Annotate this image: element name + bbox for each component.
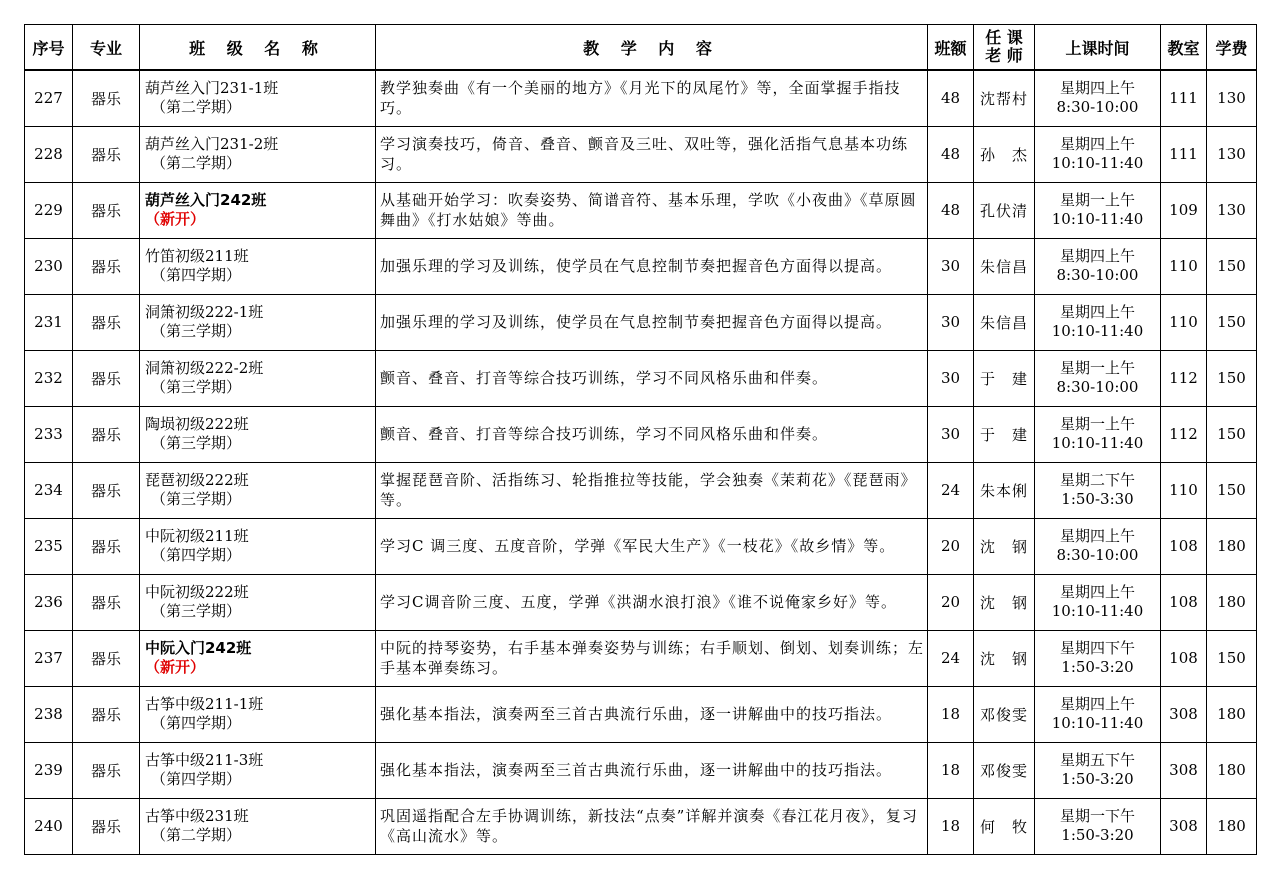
cell-fee: 180	[1207, 798, 1257, 854]
cell-time	[1035, 462, 1161, 518]
class-term: （第三学期）	[151, 434, 242, 452]
cell-teacher: 朱信昌	[974, 294, 1035, 350]
class-hours: 1:50-3:20	[1061, 770, 1134, 788]
cell-capacity: 30	[928, 350, 974, 406]
table-row	[25, 406, 1257, 462]
cell-seq: 227	[25, 70, 73, 126]
class-term: （第二学期）	[151, 826, 242, 844]
cell-teacher: 沈 钢	[974, 518, 1035, 574]
cell-capacity: 20	[928, 518, 974, 574]
class-hours: 10:10-11:40	[1051, 714, 1144, 732]
cell-room: 111	[1161, 70, 1207, 126]
cell-seq: 234	[25, 462, 73, 518]
cell-teacher: 邓俊雯	[974, 742, 1035, 798]
class-day: 星期一上午	[1059, 415, 1135, 433]
cell-fee: 130	[1207, 70, 1257, 126]
cell-seq: 236	[25, 574, 73, 630]
class-term: （第四学期）	[151, 714, 242, 732]
class-hours: 8:30-10:00	[1056, 378, 1139, 396]
class-term: （第二学期）	[151, 98, 242, 117]
cell-capacity: 48	[928, 182, 974, 238]
cell-teacher: 沈 钢	[974, 574, 1035, 630]
class-name: 陶埙初级222班	[145, 415, 249, 433]
cell-seq: 233	[25, 406, 73, 462]
cell-content: 学习演奏技巧，倚音、叠音、颤音及三吐、双吐等，强化活指气息基本功练习。	[376, 126, 928, 182]
cell-class-name	[140, 574, 376, 630]
class-hours: 10:10-11:40	[1051, 434, 1144, 452]
cell-content: 加强乐理的学习及训练，使学员在气息控制节奏把握音色方面得以提高。	[376, 294, 928, 350]
cell-room: 110	[1161, 238, 1207, 294]
class-name: 竹笛初级211班	[145, 247, 249, 265]
cell-teacher: 何 牧	[974, 798, 1035, 854]
table-row	[25, 798, 1257, 854]
cell-major: 器乐	[73, 518, 140, 574]
cell-fee: 150	[1207, 630, 1257, 686]
header-capacity: 班额	[928, 25, 974, 71]
cell-major: 器乐	[73, 462, 140, 518]
cell-time	[1035, 518, 1161, 574]
class-day: 星期四下午	[1059, 639, 1135, 657]
cell-time	[1035, 630, 1161, 686]
cell-major: 器乐	[73, 350, 140, 406]
class-day: 星期四上午	[1059, 527, 1135, 545]
class-name: 古筝中级211-3班	[145, 751, 264, 769]
cell-seq: 240	[25, 798, 73, 854]
class-day: 星期二下午	[1059, 471, 1135, 489]
cell-time	[1035, 350, 1161, 406]
cell-content: 颤音、叠音、打音等综合技巧训练，学习不同风格乐曲和伴奏。	[376, 406, 928, 462]
table-row	[25, 126, 1257, 182]
cell-major: 器乐	[73, 742, 140, 798]
cell-capacity: 24	[928, 462, 974, 518]
cell-room: 110	[1161, 462, 1207, 518]
cell-time	[1035, 238, 1161, 294]
cell-room: 112	[1161, 406, 1207, 462]
cell-class-name	[140, 126, 376, 182]
cell-content: 中阮的持琴姿势，右手基本弹奏姿势与训练；右手顺划、倒划、划奏训练；左手基本弹奏练习。	[376, 630, 928, 686]
class-hours: 1:50-3:20	[1061, 826, 1134, 844]
cell-major: 器乐	[73, 70, 140, 126]
cell-capacity: 48	[928, 126, 974, 182]
cell-fee: 150	[1207, 294, 1257, 350]
class-hours: 8:30-10:00	[1056, 266, 1139, 284]
class-name: 葫芦丝入门231-2班	[145, 135, 279, 153]
cell-class-name	[140, 518, 376, 574]
class-name: 洞箫初级222-1班	[145, 303, 264, 321]
class-name: 古筝中级211-1班	[145, 695, 264, 713]
table-body	[25, 70, 1257, 854]
new-class-badge: （新开）	[145, 210, 206, 228]
cell-seq: 231	[25, 294, 73, 350]
class-term: （第二学期）	[151, 154, 242, 172]
class-term: （第四学期）	[151, 266, 242, 284]
cell-time	[1035, 126, 1161, 182]
cell-capacity: 18	[928, 742, 974, 798]
header-teacher	[974, 25, 1035, 71]
cell-seq: 238	[25, 686, 73, 742]
new-class-badge: （新开）	[145, 658, 206, 676]
class-hours: 1:50-3:30	[1061, 490, 1134, 508]
class-term: （第四学期）	[151, 546, 242, 564]
cell-class-name	[140, 798, 376, 854]
header-teacher-text	[985, 29, 1023, 65]
cell-fee: 150	[1207, 406, 1257, 462]
table-row	[25, 686, 1257, 742]
header-class-name-text: 班 级 名 称	[189, 38, 326, 58]
cell-content: 学习C 调三度、五度音阶，学弹《军民大生产》《一枝花》《故乡情》等。	[376, 518, 928, 574]
class-hours: 10:10-11:40	[1051, 210, 1144, 228]
cell-major: 器乐	[73, 798, 140, 854]
cell-time	[1035, 70, 1161, 126]
cell-content: 教学独奏曲《有一个美丽的地方》《月光下的凤尾竹》等，全面掌握手指技巧。	[376, 70, 928, 126]
header-teacher-line2: 老 师	[985, 46, 1023, 65]
header-major: 专业	[73, 25, 140, 71]
header-time: 上课时间	[1035, 25, 1161, 71]
cell-seq: 237	[25, 630, 73, 686]
header-class-name	[140, 25, 376, 71]
class-hours: 10:10-11:40	[1051, 322, 1144, 340]
table-row	[25, 294, 1257, 350]
header-fee: 学费	[1207, 25, 1257, 71]
cell-room: 111	[1161, 126, 1207, 182]
cell-capacity: 24	[928, 630, 974, 686]
class-day: 星期四上午	[1059, 247, 1135, 265]
cell-fee: 150	[1207, 462, 1257, 518]
cell-content: 颤音、叠音、打音等综合技巧训练，学习不同风格乐曲和伴奏。	[376, 350, 928, 406]
cell-class-name	[140, 406, 376, 462]
class-hours: 10:10-11:40	[1051, 154, 1144, 172]
class-term: （第四学期）	[151, 770, 242, 788]
class-hours: 10:10-11:40	[1051, 602, 1144, 620]
class-hours: 8:30-10:00	[1056, 98, 1139, 117]
cell-class-name	[140, 182, 376, 238]
table-row	[25, 70, 1257, 126]
class-term: （第三学期）	[151, 490, 242, 508]
cell-capacity: 30	[928, 238, 974, 294]
cell-class-name	[140, 686, 376, 742]
header-room: 教室	[1161, 25, 1207, 71]
cell-class-name	[140, 294, 376, 350]
cell-class-name	[140, 70, 376, 126]
cell-seq: 230	[25, 238, 73, 294]
cell-room: 108	[1161, 518, 1207, 574]
cell-time	[1035, 798, 1161, 854]
cell-room: 308	[1161, 686, 1207, 742]
class-name: 古筝中级231班	[145, 807, 249, 825]
course-schedule-page	[24, 24, 1256, 855]
cell-time	[1035, 686, 1161, 742]
cell-fee: 180	[1207, 518, 1257, 574]
cell-room: 108	[1161, 630, 1207, 686]
table-row	[25, 350, 1257, 406]
cell-content: 巩固遥指配合左手协调训练，新技法“点奏”详解并演奏《春江花月夜》，复习《高山流水》等。	[376, 798, 928, 854]
cell-capacity: 20	[928, 574, 974, 630]
cell-room: 108	[1161, 574, 1207, 630]
header-teacher-line1: 任 课	[985, 28, 1023, 47]
table-row	[25, 630, 1257, 686]
cell-teacher: 孔伏清	[974, 182, 1035, 238]
table-row	[25, 574, 1257, 630]
cell-major: 器乐	[73, 406, 140, 462]
cell-fee: 130	[1207, 126, 1257, 182]
class-name: 中阮初级222班	[145, 583, 249, 601]
class-term: （第三学期）	[151, 378, 242, 396]
cell-fee: 150	[1207, 238, 1257, 294]
header-content-text: 教 学 内 容	[583, 38, 720, 58]
class-day: 星期一上午	[1059, 191, 1135, 209]
cell-teacher: 朱信昌	[974, 238, 1035, 294]
cell-seq: 229	[25, 182, 73, 238]
cell-teacher: 于 建	[974, 406, 1035, 462]
cell-major: 器乐	[73, 126, 140, 182]
cell-content: 学习C调音阶三度、五度，学弹《洪湖水浪打浪》《谁不说俺家乡好》等。	[376, 574, 928, 630]
class-term: （第三学期）	[151, 322, 242, 340]
cell-room: 308	[1161, 742, 1207, 798]
cell-capacity: 18	[928, 798, 974, 854]
course-table	[24, 24, 1257, 855]
cell-teacher: 邓俊雯	[974, 686, 1035, 742]
cell-major: 器乐	[73, 574, 140, 630]
cell-teacher: 孙 杰	[974, 126, 1035, 182]
cell-seq: 228	[25, 126, 73, 182]
cell-time	[1035, 742, 1161, 798]
cell-teacher: 沈帮村	[974, 70, 1035, 126]
table-row	[25, 182, 1257, 238]
cell-major: 器乐	[73, 630, 140, 686]
cell-fee: 130	[1207, 182, 1257, 238]
class-name: 葫芦丝入门231-1班	[145, 79, 279, 98]
class-day: 星期四上午	[1059, 79, 1135, 98]
cell-time	[1035, 406, 1161, 462]
cell-content: 掌握琵琶音阶、活指练习、轮指推拉等技能，学会独奏《茉莉花》《琵琶雨》等。	[376, 462, 928, 518]
cell-teacher: 沈 钢	[974, 630, 1035, 686]
cell-time	[1035, 182, 1161, 238]
class-hours: 1:50-3:20	[1061, 658, 1134, 676]
cell-seq: 232	[25, 350, 73, 406]
cell-seq: 235	[25, 518, 73, 574]
cell-major: 器乐	[73, 182, 140, 238]
cell-fee: 150	[1207, 350, 1257, 406]
cell-room: 112	[1161, 350, 1207, 406]
cell-fee: 180	[1207, 686, 1257, 742]
cell-time	[1035, 294, 1161, 350]
cell-fee: 180	[1207, 742, 1257, 798]
header-content	[376, 25, 928, 71]
cell-teacher: 朱本俐	[974, 462, 1035, 518]
cell-major: 器乐	[73, 686, 140, 742]
cell-seq: 239	[25, 742, 73, 798]
cell-room: 110	[1161, 294, 1207, 350]
class-day: 星期四上午	[1059, 583, 1135, 601]
cell-capacity: 30	[928, 294, 974, 350]
header-seq: 序号	[25, 25, 73, 71]
class-day: 星期五下午	[1059, 751, 1135, 769]
table-row	[25, 518, 1257, 574]
cell-room: 109	[1161, 182, 1207, 238]
cell-class-name	[140, 238, 376, 294]
cell-content: 强化基本指法，演奏两至三首古典流行乐曲，逐一讲解曲中的技巧指法。	[376, 686, 928, 742]
class-day: 星期四上午	[1059, 303, 1135, 321]
cell-class-name	[140, 630, 376, 686]
class-day: 星期一下午	[1059, 807, 1135, 825]
class-name: 中阮初级211班	[145, 527, 249, 545]
cell-teacher: 于 建	[974, 350, 1035, 406]
class-day: 星期一上午	[1059, 359, 1135, 377]
class-day: 星期四上午	[1059, 135, 1135, 153]
cell-content: 强化基本指法，演奏两至三首古典流行乐曲，逐一讲解曲中的技巧指法。	[376, 742, 928, 798]
cell-time	[1035, 574, 1161, 630]
class-day: 星期四上午	[1059, 695, 1135, 713]
class-name: 中阮入门242班	[145, 639, 252, 657]
class-name: 葫芦丝入门242班	[145, 191, 267, 209]
cell-major: 器乐	[73, 294, 140, 350]
table-header	[25, 25, 1257, 71]
cell-content: 加强乐理的学习及训练，使学员在气息控制节奏把握音色方面得以提高。	[376, 238, 928, 294]
cell-class-name	[140, 742, 376, 798]
cell-class-name	[140, 462, 376, 518]
cell-class-name	[140, 350, 376, 406]
class-name: 琵琶初级222班	[145, 471, 249, 489]
class-name: 洞箫初级222-2班	[145, 359, 264, 377]
class-term: （第三学期）	[151, 602, 242, 620]
table-row	[25, 462, 1257, 518]
cell-fee: 180	[1207, 574, 1257, 630]
cell-room: 308	[1161, 798, 1207, 854]
cell-capacity: 18	[928, 686, 974, 742]
table-row	[25, 742, 1257, 798]
table-row	[25, 238, 1257, 294]
cell-content: 从基础开始学习：吹奏姿势、简谱音符、基本乐理，学吹《小夜曲》《草原圆舞曲》《打水姑娘》等曲。	[376, 182, 928, 238]
cell-capacity: 30	[928, 406, 974, 462]
cell-major: 器乐	[73, 238, 140, 294]
class-hours: 8:30-10:00	[1056, 546, 1139, 564]
cell-capacity: 48	[928, 70, 974, 126]
